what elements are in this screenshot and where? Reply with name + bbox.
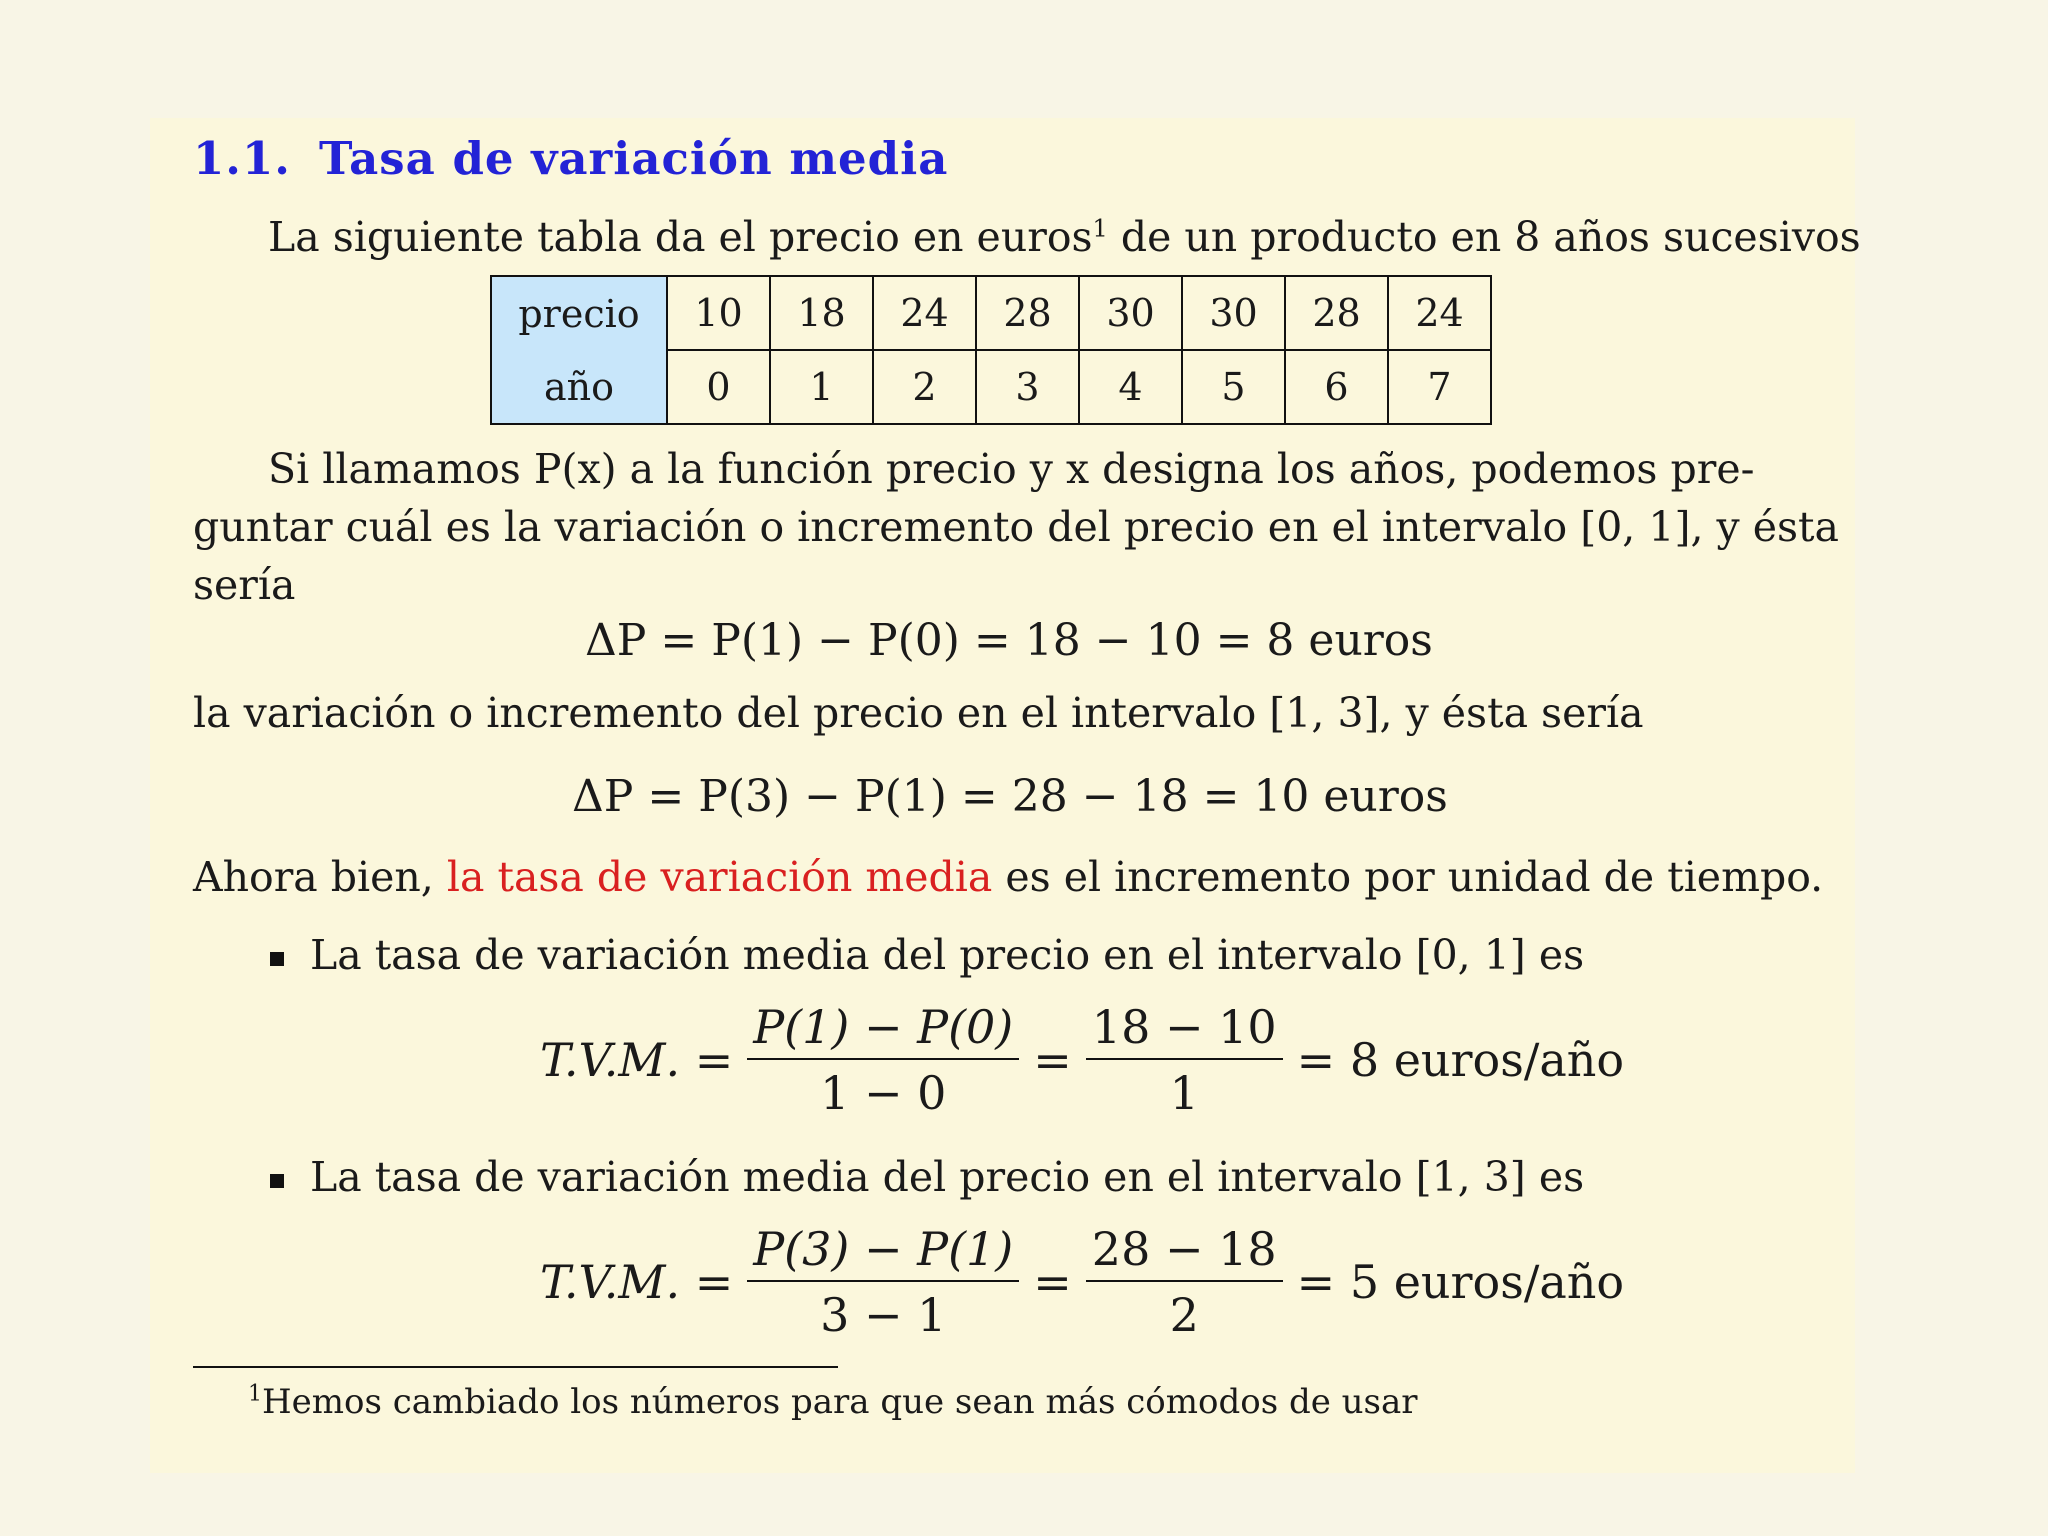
equals-sign: = [1033, 1033, 1072, 1087]
price-row [491, 276, 1491, 350]
row-label-ano: año [491, 350, 667, 424]
price-cell: 30 [1182, 276, 1285, 350]
intro-before: La siguiente tabla da el precio en euros [268, 213, 1093, 261]
para1-line2: guntar cuál es la variación o incremento del precio en el intervalo [0, 1], y ésta [193, 503, 1839, 551]
section-title: Tasa de variación media [318, 132, 949, 185]
equation-tvm-1 [540, 1000, 1624, 1120]
price-cell: 28 [976, 276, 1079, 350]
year-cell: 4 [1079, 350, 1182, 424]
year-cell: 3 [976, 350, 1079, 424]
equation-tvm-2 [540, 1222, 1624, 1342]
numerator: 28 − 18 [1086, 1222, 1283, 1282]
price-cell: 30 [1079, 276, 1182, 350]
bullet-item-2 [270, 1148, 1584, 1206]
para1-line1: Si llamamos P(x) a la función precio y x designa los años, podemos pre- [268, 445, 1755, 493]
row-label-precio: precio [491, 276, 667, 350]
fraction-1 [747, 1222, 1019, 1342]
fraction-2 [1086, 1222, 1283, 1342]
denominator: 2 [1169, 1288, 1199, 1342]
year-cell: 6 [1285, 350, 1388, 424]
denominator: 1 [1169, 1066, 1199, 1120]
price-cell: 10 [667, 276, 770, 350]
equation-delta-p-1: ΔP = P(1) − P(0) = 18 − 10 = 8 euros [585, 615, 1433, 666]
equation-delta-p-2: ΔP = P(3) − P(1) = 28 − 18 = 10 euros [572, 771, 1448, 822]
year-cell: 0 [667, 350, 770, 424]
para3 [193, 848, 1823, 906]
fraction-1 [747, 1000, 1019, 1120]
footnote-mark[interactable]: 1 [1092, 214, 1108, 243]
definition-highlight: la tasa de variación media [446, 853, 993, 901]
footnote [248, 1382, 1418, 1422]
intro-text [268, 208, 1861, 266]
price-cell: 18 [770, 276, 873, 350]
bullet1-text: La tasa de variación media del precio en el intervalo [0, 1] es [310, 931, 1585, 979]
bullet-icon [270, 1174, 284, 1188]
section-heading [193, 132, 948, 185]
para2: la variación o incremento del precio en el intervalo [1, 3], y ésta sería [193, 689, 1644, 737]
fraction-2 [1086, 1000, 1283, 1120]
numerator: P(1) − P(0) [747, 1000, 1019, 1060]
denominator: 1 − 0 [820, 1066, 947, 1120]
price-cell: 24 [1388, 276, 1491, 350]
price-cell: 24 [873, 276, 976, 350]
year-row [491, 350, 1491, 424]
year-cell: 5 [1182, 350, 1285, 424]
para3-after: es el incremento por unidad de tiempo. [992, 853, 1824, 901]
equals-sign: = [1033, 1255, 1072, 1309]
bullet-item-1 [270, 926, 1584, 984]
price-cell: 28 [1285, 276, 1388, 350]
footnote-number: 1 [248, 1381, 262, 1407]
numerator: P(3) − P(1) [747, 1222, 1019, 1282]
section-number: 1.1. [193, 132, 291, 185]
footnote-text: Hemos cambiado los números para que sean más cómodos de usar [262, 1382, 1418, 1422]
footnote-rule [193, 1366, 838, 1368]
year-cell: 1 [770, 350, 873, 424]
denominator: 3 − 1 [820, 1288, 947, 1342]
year-cell: 2 [873, 350, 976, 424]
para3-before: Ahora bien, [193, 853, 447, 901]
tvm-lhs: T.V.M. = [540, 1255, 734, 1309]
price-table [490, 275, 1492, 425]
para1-line3: sería [193, 561, 296, 609]
tvm-lhs: T.V.M. = [540, 1033, 734, 1087]
tvm-result: = 5 euros/año [1296, 1255, 1625, 1309]
bullet2-text: La tasa de variación media del precio en el intervalo [1, 3] es [310, 1153, 1585, 1201]
intro-after: de un producto en 8 años sucesivos [1107, 213, 1861, 261]
tvm-result: = 8 euros/año [1296, 1033, 1625, 1087]
numerator: 18 − 10 [1086, 1000, 1283, 1060]
bullet-icon [270, 952, 284, 966]
year-cell: 7 [1388, 350, 1491, 424]
